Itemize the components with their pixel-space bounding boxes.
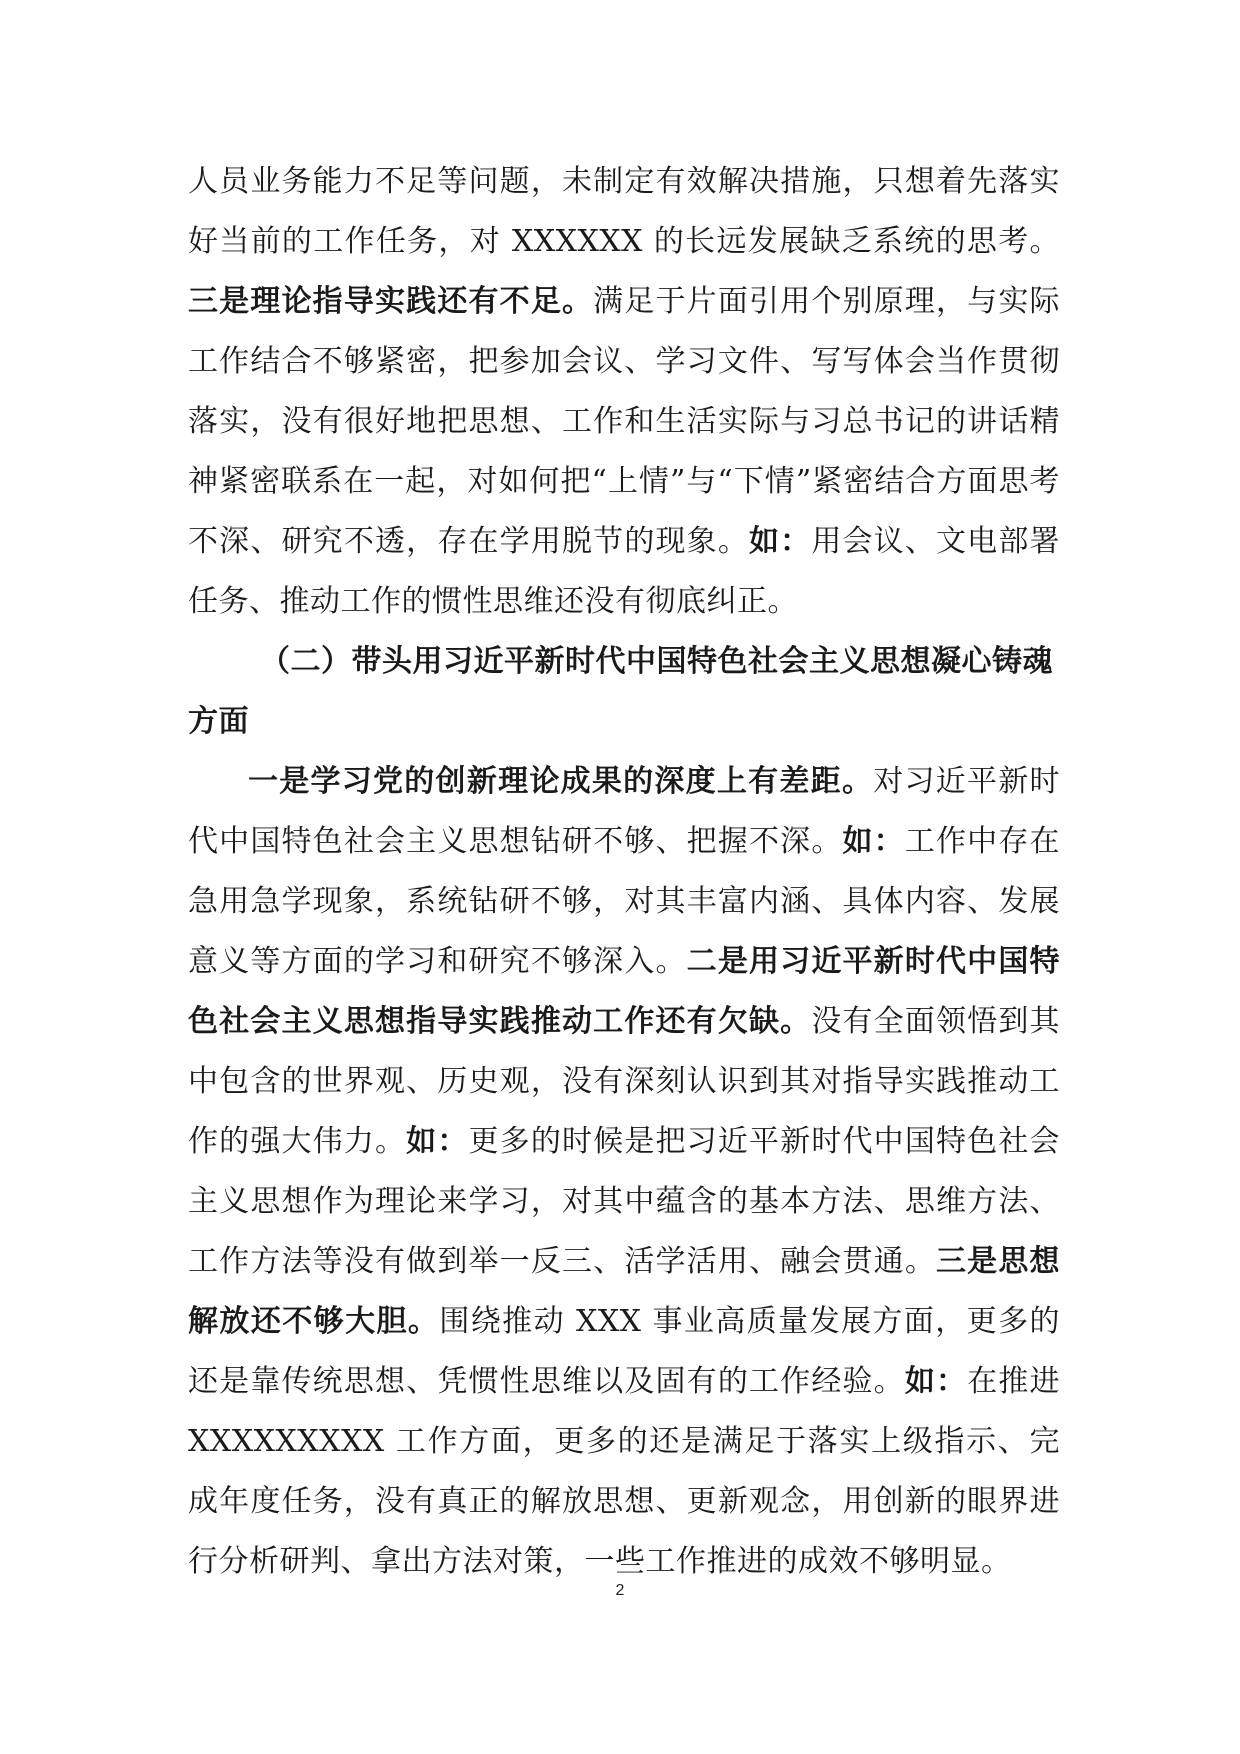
paragraph-text: 满足于片面引用个别原理，与实际工作结合不够紧密，把参加会议、学习文件、写写体会当作贯彻落实，没有很好地把思想、工作和生活实际与习总书记的讲话精神紧密联系在一起，对如何把“上情”与“下情”紧密结合方面思考不深、研究不透，存在学用脱节的现象。: [188, 284, 1061, 559]
paragraph-text: 没有全面领悟到其中包含的世界观、历史观，没有深刻认识到其对指导实践推动工作的强大伟力。: [188, 1004, 1061, 1159]
paragraph-text: 在推进 XXXXXXXXX 工作方面，更多的还是满足于落实上级指示、完成年度任务，没有真正的解放思想、更新观念，用创新的眼界进行分析研判、拿出方法对策，一些工作推进的成效不够明显。: [188, 1364, 1061, 1579]
page-number: 2: [615, 1582, 625, 1599]
bold-point-three: 三是思想解放还不够大胆。: [188, 1244, 1061, 1339]
section-heading: （二）带头用习近平新时代中国特色社会主义思想凝心铸魂方面: [188, 644, 1053, 739]
bold-example-label: 如：: [904, 1364, 968, 1399]
paragraph-section-two: [188, 752, 1060, 1592]
document-page: [188, 152, 1060, 1592]
bold-example-label: 如：: [842, 824, 905, 859]
paragraph-text: 围绕推动 XXX 事业高质量发展方面，更多的还是靠传统思想、凭惯性思维以及固有的工作经验。: [188, 1304, 1060, 1399]
bold-example-label: 如：: [406, 1124, 469, 1159]
paragraph-text: 人员业务能力不足等问题，未制定有效解决措施，只想着先落实好当前的工作任务，对 XXXXXX 的长远发展缺乏系统的思考。: [188, 164, 1060, 259]
bold-point-three: 三是理论指导实践还有不足。: [188, 284, 594, 319]
paragraph-text: 更多的时候是把习近平新时代中国特色社会主义思想作为理论来学习，对其中蕴含的基本方法、思维方法、工作方法等没有做到举一反三、活学活用、融会贯通。: [188, 1124, 1061, 1279]
bold-point-one: 一是学习党的创新理论成果的深度上有差距。: [248, 764, 874, 799]
bold-example-label: 如：: [749, 524, 812, 559]
bold-point-two: 二是用习近平新时代中国特色社会主义思想指导实践推动工作还有欠缺。: [188, 944, 1061, 1039]
paragraph-text: 工作中存在急用急学现象，系统钻研不够，对其丰富内涵、具体内容、发展意义等方面的学习和研究不够深入。: [188, 824, 1061, 979]
paragraph-text: 对习近平新时代中国特色社会主义思想钻研不够、把握不深。: [188, 764, 1061, 859]
paragraph-continued: [188, 152, 1060, 632]
paragraph-text: 用会议、文电部署任务、推动工作的惯性思维还没有彻底纠正。: [188, 524, 1061, 619]
